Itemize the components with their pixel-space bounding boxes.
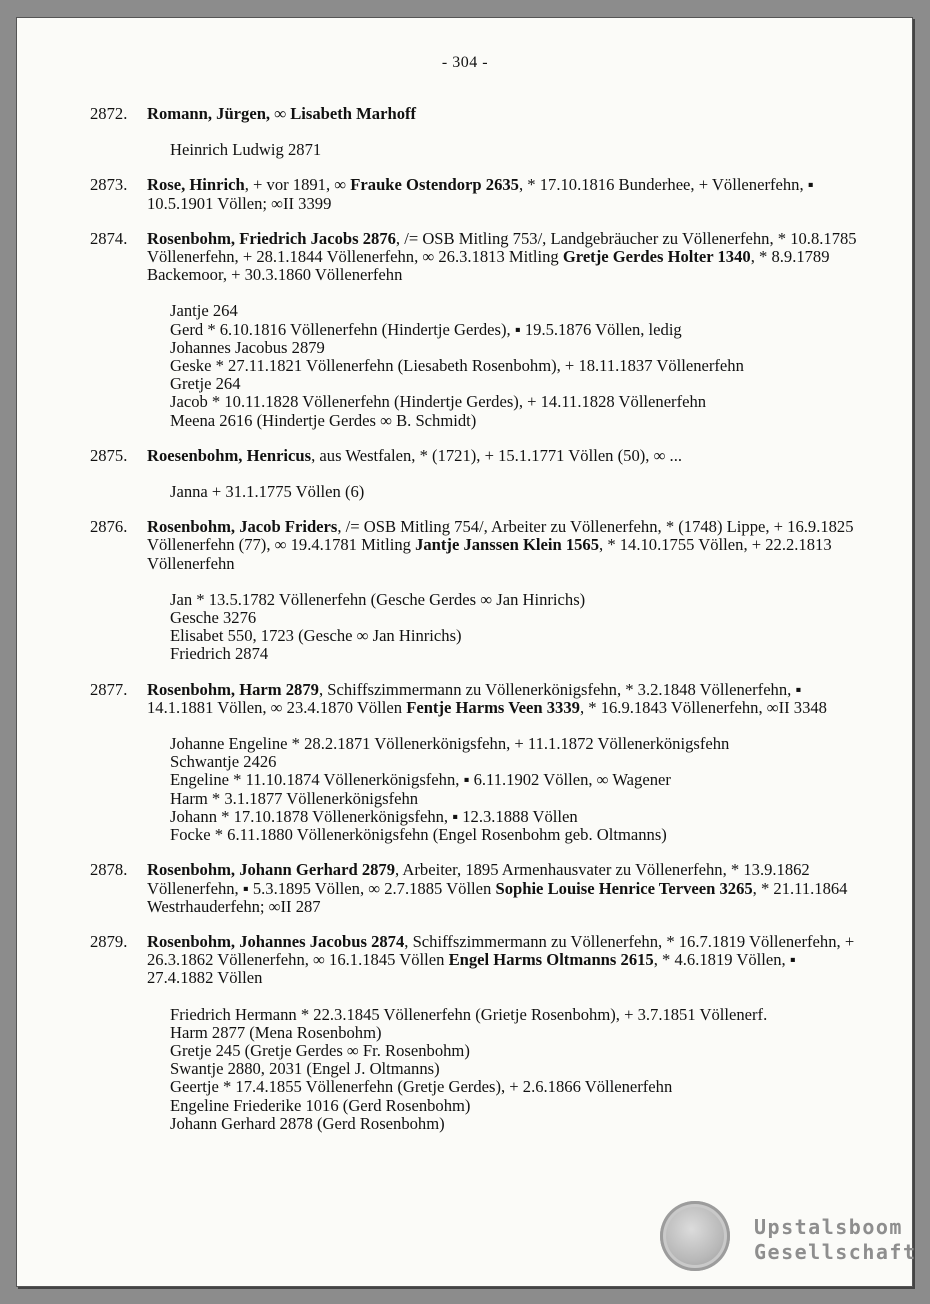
child-line: Jacob * 10.11.1828 Völlenerfehn (Hindertje Gerdes), + 14.11.1828 Völlenerfehn <box>170 392 707 412</box>
entry-heading <box>147 933 860 988</box>
entry-text: , /= OSB Mitling 753/, Landgebräucher zu Völlenerfehn, * 10.8.1785 Völlenerfehn, + 28.1.1844 Völlenerfehn, ∞ 26.3.1813 Mitling <box>147 228 857 267</box>
entry-heading <box>147 447 860 465</box>
child-line: Geske * 27.11.1821 Völlenerfehn (Liesabeth Rosenbohm), + 18.11.1837 Völlenerfehn <box>170 356 744 376</box>
child-line: Engeline Friederike 1016 (Gerd Rosenbohm) <box>170 1095 471 1115</box>
child-line: Swantje 2880, 2031 (Engel J. Oltmanns) <box>170 1059 440 1079</box>
children-list <box>147 483 860 501</box>
child-line: Jantje 264 <box>170 301 238 321</box>
entry-name: Rosenbohm, Jacob Friders <box>147 517 338 537</box>
entry-number: 2875. <box>90 445 128 465</box>
entry-text: , Schiffszimmermann zu Völlenerkönigsfehn, * 3.2.1848 Völlenerfehn, ▪ 14.1.1881 Völlen, ∞ 23.4.1870 Völlen <box>147 679 802 717</box>
entry-text: , /= OSB Mitling 754/, Arbeiter zu Völlenerfehn, * (1748) Lippe, + 16.9.1825 Völlenerfehn (77), ∞ 19.4.1781 Mitling <box>147 517 854 555</box>
child-line: Schwantje 2426 <box>170 752 277 772</box>
entry-number: 2877. <box>90 679 128 699</box>
logo-line-2: Gesellschaft <box>754 1240 917 1264</box>
entry-name: Frauke Ostendorp 2635 <box>350 175 519 195</box>
entry-number: 2874. <box>90 228 128 248</box>
child-line: Gesche 3276 <box>170 608 257 628</box>
upstalsboom-logo <box>660 1197 917 1277</box>
entry-heading <box>147 176 860 212</box>
child-line: Elisabet 550, 1723 (Gesche ∞ Jan Hinrichs) <box>170 626 462 646</box>
child-line: Meena 2616 (Hindertje Gerdes ∞ B. Schmidt) <box>170 410 477 430</box>
entry-text: , * 21.11.1864 Westrhauderfehn; ∞II 287 <box>147 878 848 916</box>
entry-number: 2872. <box>90 104 128 123</box>
genealogy-entries <box>90 105 860 1150</box>
child-line: Johann * 17.10.1878 Völlenerkönigsfehn, ▪ 12.3.1888 Völlen <box>170 806 578 826</box>
entry-name: Rosenbohm, Friedrich Jacobs 2876 <box>147 228 396 248</box>
entry-name: Gretje Gerdes Holter 1340 <box>562 247 751 267</box>
logo-line-1: Upstalsboom <box>754 1215 903 1239</box>
entry-heading <box>147 681 860 717</box>
entry-number: 2876. <box>90 517 128 537</box>
entry-text: , * 4.6.1819 Völlen, ▪ 27.4.1882 Völlen <box>147 950 796 988</box>
entry-text: , * 16.9.1843 Völlenerfehn, ∞II 3348 <box>579 697 827 717</box>
entry-name: Roesenbohm, Henricus <box>147 445 312 465</box>
child-line: Friedrich 2874 <box>170 644 269 664</box>
children-list <box>147 302 860 429</box>
child-line: Heinrich Ludwig 2871 <box>170 140 322 160</box>
page-number: - 304 - <box>441 54 489 71</box>
entry-heading <box>147 230 860 285</box>
child-line: Johann Gerhard 2878 (Gerd Rosenbohm) <box>170 1113 445 1133</box>
entry-text: , * 14.10.1755 Völlen, + 22.2.1813 Völlenerfehn <box>147 535 832 573</box>
children-list <box>147 141 860 159</box>
child-line: Janna + 31.1.1775 Völlen (6) <box>170 482 365 502</box>
entry-heading <box>147 105 860 123</box>
entry-number: 2878. <box>90 860 128 880</box>
entry-text: , + vor 1891, ∞ <box>244 175 351 195</box>
child-line: Harm * 3.1.1877 Völlenerkönigsfehn <box>170 788 419 808</box>
entry-name: Rosenbohm, Johannes Jacobus 2874 <box>147 931 405 951</box>
entry-text: , Arbeiter, 1895 Armenhausvater zu Völlenerfehn, * 13.9.1862 Völlenerfehn, ▪ 5.3.1895 Völlen, ∞ 2.7.1885 Völlen <box>147 860 810 898</box>
entry-text: , Schiffszimmermann zu Völlenerfehn, * 16.7.1819 Völlenerfehn, + 26.3.1862 Völlenerfehn, ∞ 16.1.1845 Völlen <box>147 931 855 970</box>
entry-name: Sophie Louise Henrice Terveen 3265 <box>495 878 753 898</box>
child-line: Johanne Engeline * 28.2.1871 Völlenerkönigsfehn, + 11.1.1872 Völlenerkönigsfehn <box>170 734 730 754</box>
child-line: Focke * 6.11.1880 Völlenerkönigsfehn (Engel Rosenbohm geb. Oltmanns) <box>170 825 667 845</box>
entry-text: , * 17.10.1816 Bunderhee, + Völlenerfehn, ▪ 10.5.1901 Völlen; ∞II 3399 <box>147 175 814 213</box>
entry-heading <box>147 518 860 573</box>
entry-heading <box>147 861 860 916</box>
entry-text: , * 8.9.1789 Backemoor, + 30.3.1860 Völlenerfehn <box>147 247 830 285</box>
genealogy-entry <box>90 447 860 501</box>
entry-name: Engel Harms Oltmanns 2615 <box>448 950 654 970</box>
seal-icon <box>660 1201 730 1271</box>
genealogy-entry <box>90 861 860 916</box>
entry-name: Rose, Hinrich <box>147 175 245 195</box>
child-line: Gretje 245 (Gretje Gerdes ∞ Fr. Rosenbohm) <box>170 1040 470 1060</box>
genealogy-entry <box>90 105 860 159</box>
child-line: Gerd * 6.10.1816 Völlenerfehn (Hindertje Gerdes), ▪ 19.5.1876 Völlen, ledig <box>170 319 682 339</box>
entry-text: , aus Westfalen, * (1721), + 15.1.1771 Völlen (50), ∞ ... <box>311 445 682 465</box>
child-line: Jan * 13.5.1782 Völlenerfehn (Gesche Gerdes ∞ Jan Hinrichs) <box>170 589 586 609</box>
genealogy-entry <box>90 230 860 430</box>
entry-name: Romann, Jürgen, ∞ Lisabeth Marhoff <box>147 104 417 123</box>
genealogy-entry <box>90 518 860 663</box>
entry-number: 2879. <box>90 931 128 951</box>
children-list <box>147 591 860 664</box>
entry-name: Rosenbohm, Johann Gerhard 2879 <box>147 860 396 880</box>
genealogy-entry <box>90 176 860 212</box>
child-line: Gretje 264 <box>170 374 241 394</box>
child-line: Friedrich Hermann * 22.3.1845 Völlenerfehn (Grietje Rosenbohm), + 3.7.1851 Völlenerf. <box>170 1004 768 1024</box>
entry-name: Rosenbohm, Harm 2879 <box>147 679 319 699</box>
child-line: Geertje * 17.4.1855 Völlenerfehn (Gretje Gerdes), + 2.6.1866 Völlenerfehn <box>170 1077 673 1097</box>
child-line: Johannes Jacobus 2879 <box>170 337 325 357</box>
genealogy-entry <box>90 933 860 1133</box>
entry-name: Fentje Harms Veen 3339 <box>406 697 580 717</box>
genealogy-entry <box>90 681 860 845</box>
entry-number: 2873. <box>90 175 128 195</box>
child-line: Harm 2877 (Mena Rosenbohm) <box>170 1022 382 1042</box>
children-list <box>147 735 860 844</box>
entry-name: Jantje Janssen Klein 1565 <box>415 535 600 555</box>
child-line: Engeline * 11.10.1874 Völlenerkönigsfehn, ▪ 6.11.1902 Völlen, ∞ Wagener <box>170 770 671 790</box>
children-list <box>147 1006 860 1133</box>
logo-text <box>754 1215 917 1265</box>
